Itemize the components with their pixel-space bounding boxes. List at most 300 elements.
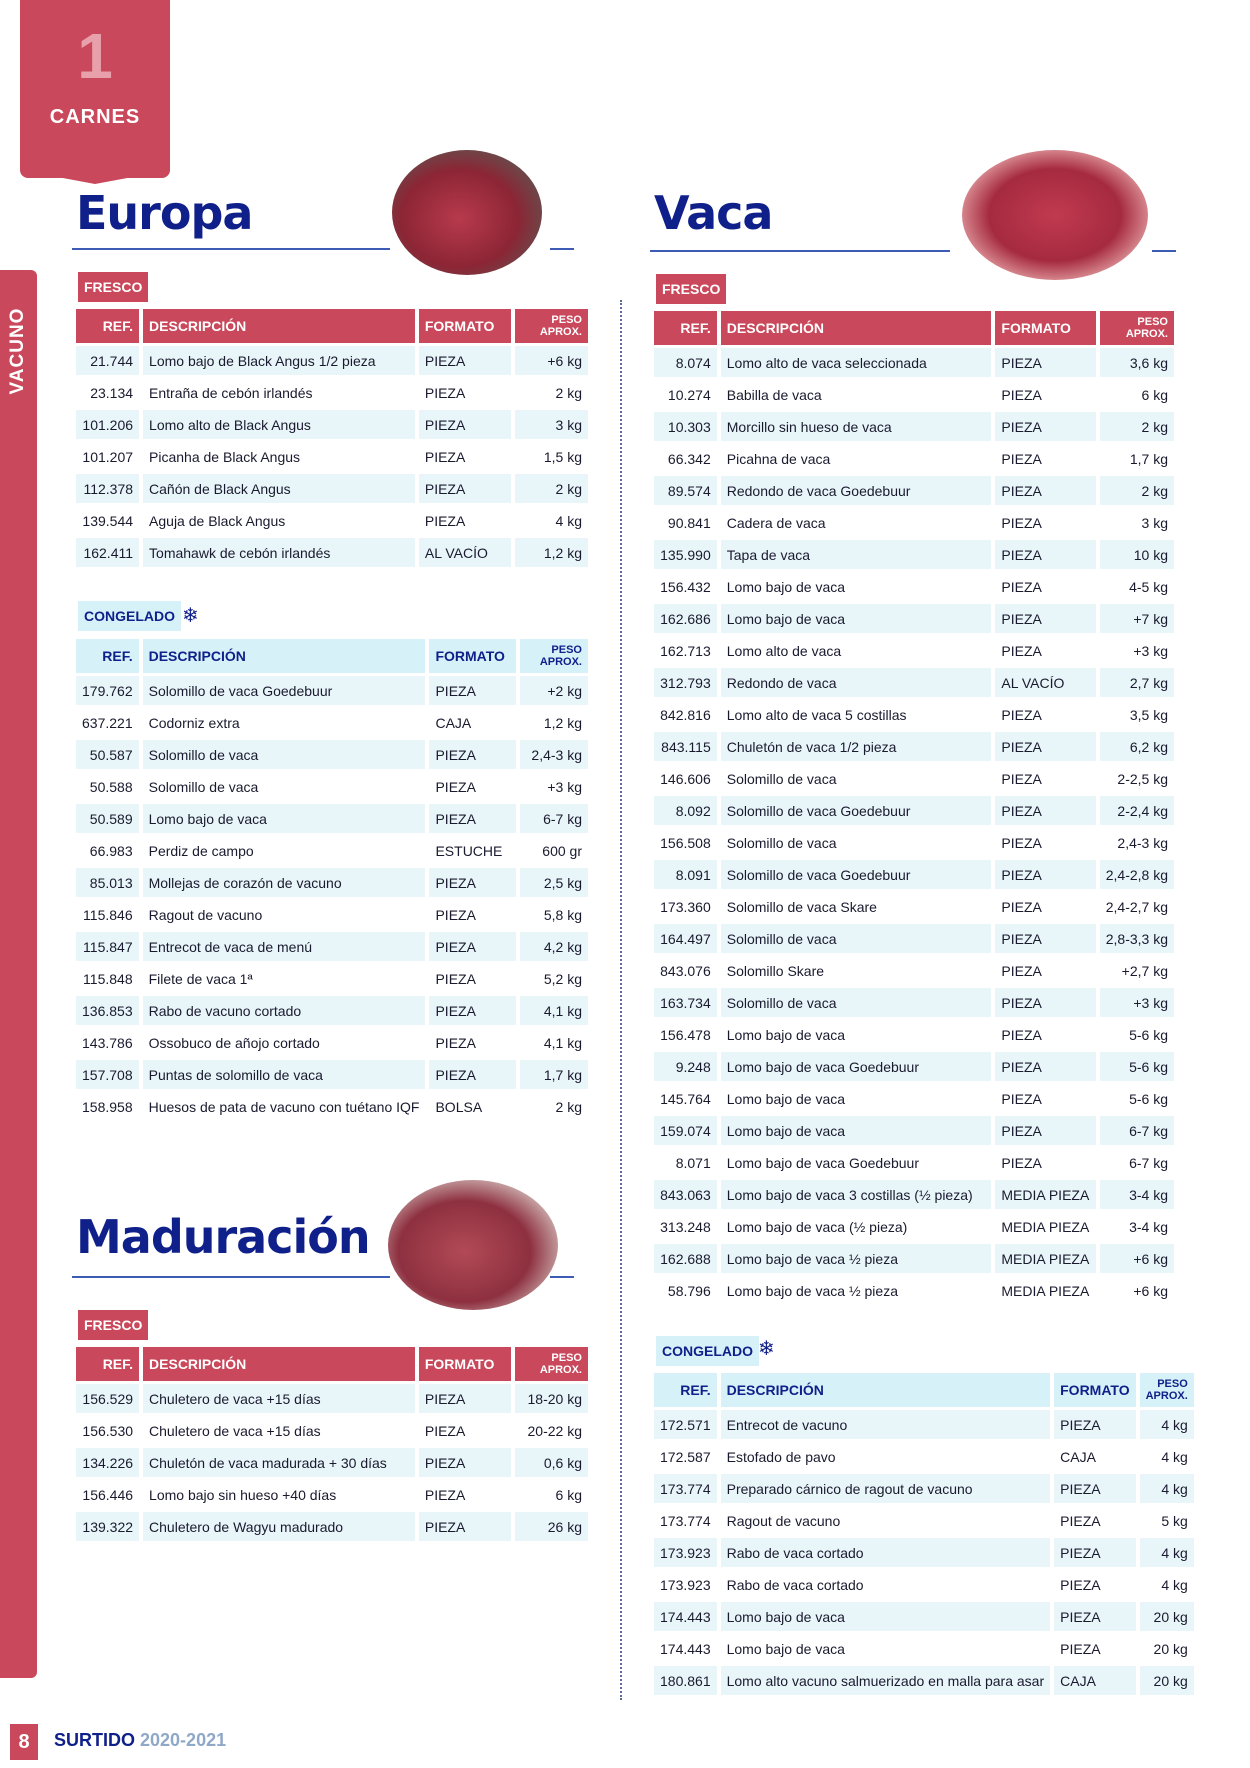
cell-ref: 174.443 <box>654 1634 717 1663</box>
cell-desc: Rabo de vaca cortado <box>721 1538 1051 1567</box>
cell-desc: Aguja de Black Angus <box>143 506 415 535</box>
cell-ref: 172.587 <box>654 1442 717 1471</box>
cell-peso: +2,7 kg <box>1100 956 1174 985</box>
table-row <box>76 804 588 833</box>
table-europa-congelado <box>72 636 592 1124</box>
chapter-label: CARNES <box>49 106 141 128</box>
table-row <box>654 796 1174 825</box>
cell-ref: 101.206 <box>76 410 139 439</box>
cell-ref: 139.544 <box>76 506 139 535</box>
cell-peso: 2 kg <box>515 474 588 503</box>
cell-ref: 173.923 <box>654 1538 717 1567</box>
cell-fmt: PIEZA <box>419 346 512 375</box>
col-peso: PESO APROX. <box>515 309 588 343</box>
section-title-vaca: Vaca <box>654 186 773 240</box>
cell-ref: 66.342 <box>654 444 717 473</box>
table-maduracion-fresco <box>72 1344 592 1544</box>
chapter-tab-tip <box>20 170 170 184</box>
cell-peso: 2,4-2,7 kg <box>1100 892 1174 921</box>
cell-fmt: CAJA <box>1054 1442 1135 1471</box>
cell-peso: 3-4 kg <box>1100 1212 1174 1241</box>
table-row <box>76 836 588 865</box>
cell-peso: 5,8 kg <box>520 900 588 929</box>
col-formato: FORMATO <box>1054 1373 1135 1407</box>
table-row <box>76 538 588 567</box>
cell-desc: Lomo bajo de vaca <box>721 1116 992 1145</box>
cell-ref: 23.134 <box>76 378 139 407</box>
table-row <box>76 1060 588 1089</box>
cell-ref: 134.226 <box>76 1448 139 1477</box>
table-row <box>76 442 588 471</box>
cell-fmt: ESTUCHE <box>429 836 516 865</box>
cell-fmt: PIEZA <box>1054 1474 1135 1503</box>
cell-ref: 159.074 <box>654 1116 717 1145</box>
cell-peso: 6 kg <box>1100 380 1174 409</box>
cell-ref: 139.322 <box>76 1512 139 1541</box>
cell-peso: 6-7 kg <box>1100 1116 1174 1145</box>
table-row <box>654 540 1174 569</box>
cell-peso: 5,2 kg <box>520 964 588 993</box>
cell-desc: Picanha de Black Angus <box>143 442 415 471</box>
table-row <box>654 1180 1174 1209</box>
cell-peso: 5 kg <box>1140 1506 1194 1535</box>
col-ref: REF. <box>654 311 717 345</box>
cell-desc: Solomillo de vaca <box>721 828 992 857</box>
cell-desc: Lomo bajo de vaca <box>143 804 426 833</box>
table-row <box>76 506 588 535</box>
cell-fmt: BOLSA <box>429 1092 516 1121</box>
table-row <box>654 892 1174 921</box>
cell-fmt: PIEZA <box>995 476 1095 505</box>
cell-desc: Ossobuco de añojo cortado <box>143 1028 426 1057</box>
table-row <box>654 1506 1194 1535</box>
cell-fmt: PIEZA <box>995 572 1095 601</box>
cell-fmt: PIEZA <box>429 932 516 961</box>
cell-fmt: MEDIA PIEZA <box>995 1212 1095 1241</box>
col-peso: PESO APROX. <box>520 639 588 673</box>
cell-peso: 4-5 kg <box>1100 572 1174 601</box>
cell-desc: Mollejas de corazón de vacuno <box>143 868 426 897</box>
cell-fmt: PIEZA <box>995 348 1095 377</box>
cell-fmt: PIEZA <box>1054 1506 1135 1535</box>
cell-peso: 3 kg <box>515 410 588 439</box>
cell-desc: Lomo bajo de vaca Goedebuur <box>721 1148 992 1177</box>
cell-fmt: PIEZA <box>995 1052 1095 1081</box>
cell-desc: Lomo bajo de vaca <box>721 572 992 601</box>
cell-fmt: PIEZA <box>995 636 1095 665</box>
sidebar-label: VACUNO <box>7 307 28 395</box>
cell-ref: 66.983 <box>76 836 139 865</box>
cell-desc: Solomillo de vaca Goedebuur <box>721 796 992 825</box>
cell-peso: 4 kg <box>1140 1410 1194 1439</box>
cell-ref: 115.846 <box>76 900 139 929</box>
cell-peso: 2 kg <box>515 378 588 407</box>
table-row <box>654 1084 1174 1113</box>
table-row <box>654 1276 1174 1305</box>
col-descripcion: DESCRIPCIÓN <box>143 309 415 343</box>
cell-fmt: PIEZA <box>419 506 512 535</box>
cell-peso: 2,4-3 kg <box>520 740 588 769</box>
table-row <box>76 474 588 503</box>
cell-peso: 2,5 kg <box>520 868 588 897</box>
cell-ref: 85.013 <box>76 868 139 897</box>
cell-fmt: PIEZA <box>419 474 512 503</box>
cell-peso: 6 kg <box>515 1480 588 1509</box>
table-row <box>654 1116 1174 1145</box>
cell-fmt: PIEZA <box>995 828 1095 857</box>
sidebar-strip <box>0 270 37 1678</box>
cell-desc: Lomo alto de vaca 5 costillas <box>721 700 992 729</box>
cell-fmt: PIEZA <box>419 1384 512 1413</box>
table-europa-fresco <box>72 306 592 570</box>
cell-desc: Tapa de vaca <box>721 540 992 569</box>
cell-fmt: MEDIA PIEZA <box>995 1276 1095 1305</box>
cell-desc: Lomo bajo de vaca Goedebuur <box>721 1052 992 1081</box>
table-row <box>654 1410 1194 1439</box>
cell-desc: Lomo bajo de vaca <box>721 1084 992 1113</box>
cell-ref: 115.848 <box>76 964 139 993</box>
cell-peso: 5-6 kg <box>1100 1084 1174 1113</box>
snowflake-icon: ❄ <box>758 1338 775 1360</box>
cell-ref: 180.861 <box>654 1666 717 1695</box>
table-vaca-fresco <box>650 308 1178 1308</box>
cell-ref: 162.686 <box>654 604 717 633</box>
beef-cut-image <box>962 150 1148 280</box>
cell-ref: 156.432 <box>654 572 717 601</box>
table-row <box>76 346 588 375</box>
table-vaca-congelado <box>650 1370 1198 1698</box>
cell-desc: Chuletero de vaca +15 días <box>143 1384 415 1413</box>
cell-desc: Chuletero de Wagyu madurado <box>143 1512 415 1541</box>
cell-desc: Solomillo de vaca <box>721 764 992 793</box>
cell-desc: Morcillo sin hueso de vaca <box>721 412 992 441</box>
cell-ref: 173.774 <box>654 1474 717 1503</box>
cell-desc: Lomo bajo de vaca (½ pieza) <box>721 1212 992 1241</box>
col-peso: PESO APROX. <box>515 1347 588 1381</box>
cell-peso: 3 kg <box>1100 508 1174 537</box>
cell-desc: Cañón de Black Angus <box>143 474 415 503</box>
cell-peso: 0,6 kg <box>515 1448 588 1477</box>
cell-ref: 179.762 <box>76 676 139 705</box>
cell-peso: +6 kg <box>1100 1276 1174 1305</box>
cell-peso: 4,1 kg <box>520 996 588 1025</box>
cell-ref: 145.764 <box>654 1084 717 1113</box>
col-formato: FORMATO <box>419 309 512 343</box>
cell-fmt: PIEZA <box>995 924 1095 953</box>
table-row <box>76 996 588 1025</box>
cell-ref: 101.207 <box>76 442 139 471</box>
table-row <box>76 410 588 439</box>
cell-peso: +7 kg <box>1100 604 1174 633</box>
cell-desc: Huesos de pata de vacuno con tuétano IQF <box>143 1092 426 1121</box>
cell-ref: 156.508 <box>654 828 717 857</box>
cell-ref: 58.796 <box>654 1276 717 1305</box>
section-rule-end <box>550 1276 574 1278</box>
cell-peso: +6 kg <box>515 346 588 375</box>
cell-peso: 2-2,5 kg <box>1100 764 1174 793</box>
cell-fmt: PIEZA <box>995 412 1095 441</box>
cell-peso: +3 kg <box>520 772 588 801</box>
cell-desc: Solomillo Skare <box>721 956 992 985</box>
cell-desc: Lomo bajo de Black Angus 1/2 pieza <box>143 346 415 375</box>
cell-peso: 5-6 kg <box>1100 1020 1174 1049</box>
cell-peso: 18-20 kg <box>515 1384 588 1413</box>
table-row <box>654 956 1174 985</box>
cell-fmt: PIEZA <box>419 442 512 471</box>
col-ref: REF. <box>76 1347 139 1381</box>
table-row <box>654 1538 1194 1567</box>
cell-desc: Solomillo de vaca <box>143 772 426 801</box>
table-row <box>76 1480 588 1509</box>
cell-fmt: PIEZA <box>419 1448 512 1477</box>
cell-desc: Puntas de solomillo de vaca <box>143 1060 426 1089</box>
cell-ref: 156.446 <box>76 1480 139 1509</box>
cell-fmt: PIEZA <box>995 764 1095 793</box>
table-row <box>654 828 1174 857</box>
cell-ref: 143.786 <box>76 1028 139 1057</box>
cell-ref: 8.074 <box>654 348 717 377</box>
cell-desc: Entrecot de vacuno <box>721 1410 1051 1439</box>
cell-desc: Babilla de vaca <box>721 380 992 409</box>
cell-fmt: PIEZA <box>429 804 516 833</box>
table-row <box>76 1448 588 1477</box>
cell-desc: Estofado de pavo <box>721 1442 1051 1471</box>
cell-desc: Solomillo de vaca Skare <box>721 892 992 921</box>
cell-peso: 1,7 kg <box>1100 444 1174 473</box>
cell-peso: 26 kg <box>515 1512 588 1541</box>
cell-peso: 4,1 kg <box>520 1028 588 1057</box>
cell-peso: 1,2 kg <box>520 708 588 737</box>
cell-fmt: MEDIA PIEZA <box>995 1244 1095 1273</box>
section-title-europa: Europa <box>76 186 253 240</box>
cell-ref: 173.774 <box>654 1506 717 1535</box>
cell-peso: 3-4 kg <box>1100 1180 1174 1209</box>
cell-fmt: PIEZA <box>1054 1634 1135 1663</box>
cell-desc: Lomo bajo de vaca 3 costillas (½ pieza) <box>721 1180 992 1209</box>
table-row <box>654 508 1174 537</box>
cell-ref: 136.853 <box>76 996 139 1025</box>
cell-peso: 2 kg <box>1100 476 1174 505</box>
cell-fmt: PIEZA <box>995 732 1095 761</box>
cell-peso: 10 kg <box>1100 540 1174 569</box>
cell-ref: 156.530 <box>76 1416 139 1445</box>
cell-ref: 8.092 <box>654 796 717 825</box>
cell-ref: 842.816 <box>654 700 717 729</box>
table-row <box>76 676 588 705</box>
cell-peso: 2,4-2,8 kg <box>1100 860 1174 889</box>
cell-fmt: PIEZA <box>995 860 1095 889</box>
badge-congelado: CONGELADO <box>656 1336 759 1366</box>
cell-peso: 4,2 kg <box>520 932 588 961</box>
cell-fmt: PIEZA <box>995 508 1095 537</box>
cell-peso: 4 kg <box>1140 1538 1194 1567</box>
cell-fmt: PIEZA <box>429 868 516 897</box>
cell-ref: 50.587 <box>76 740 139 769</box>
cell-peso: 4 kg <box>515 506 588 535</box>
cell-peso: 2-2,4 kg <box>1100 796 1174 825</box>
cell-fmt: AL VACÍO <box>419 538 512 567</box>
table-row <box>654 1148 1174 1177</box>
cell-desc: Tomahawk de cebón irlandés <box>143 538 415 567</box>
cell-ref: 146.606 <box>654 764 717 793</box>
table-row <box>654 1244 1174 1273</box>
cell-peso: 2,7 kg <box>1100 668 1174 697</box>
table-row <box>76 772 588 801</box>
cell-fmt: PIEZA <box>429 900 516 929</box>
section-rule-end <box>550 248 574 250</box>
cell-peso: 6,2 kg <box>1100 732 1174 761</box>
cell-ref: 50.589 <box>76 804 139 833</box>
cell-desc: Solomillo de vaca <box>143 740 426 769</box>
table-row <box>76 1512 588 1541</box>
cell-desc: Solomillo de vaca <box>721 988 992 1017</box>
cell-fmt: PIEZA <box>419 378 512 407</box>
cell-fmt: PIEZA <box>429 964 516 993</box>
table-row <box>654 412 1174 441</box>
col-peso: PESO APROX. <box>1140 1373 1194 1407</box>
cell-ref: 162.713 <box>654 636 717 665</box>
table-row <box>654 636 1174 665</box>
table-row <box>76 1384 588 1413</box>
cell-ref: 115.847 <box>76 932 139 961</box>
cell-fmt: PIEZA <box>1054 1538 1135 1567</box>
table-row <box>654 380 1174 409</box>
cell-ref: 843.063 <box>654 1180 717 1209</box>
col-descripcion: DESCRIPCIÓN <box>721 311 992 345</box>
col-formato: FORMATO <box>429 639 516 673</box>
cell-ref: 112.378 <box>76 474 139 503</box>
cell-desc: Lomo bajo de vaca <box>721 1602 1051 1631</box>
cell-desc: Lomo bajo sin hueso +40 días <box>143 1480 415 1509</box>
table-row <box>654 1474 1194 1503</box>
cell-peso: 3,6 kg <box>1100 348 1174 377</box>
col-descripcion: DESCRIPCIÓN <box>721 1373 1051 1407</box>
cell-desc: Lomo alto vacuno salmuerizado en malla para asar <box>721 1666 1051 1695</box>
cell-fmt: PIEZA <box>995 1148 1095 1177</box>
cell-ref: 158.958 <box>76 1092 139 1121</box>
cell-ref: 173.360 <box>654 892 717 921</box>
cell-peso: 6-7 kg <box>1100 1148 1174 1177</box>
cell-ref: 135.990 <box>654 540 717 569</box>
cell-desc: Lomo alto de vaca <box>721 636 992 665</box>
table-row <box>76 868 588 897</box>
section-rule-end <box>1152 250 1176 252</box>
aged-beef-image <box>388 1180 558 1310</box>
cell-peso: 6-7 kg <box>520 804 588 833</box>
cell-ref: 163.734 <box>654 988 717 1017</box>
cell-fmt: PIEZA <box>1054 1570 1135 1599</box>
cell-ref: 312.793 <box>654 668 717 697</box>
cell-fmt: PIEZA <box>995 956 1095 985</box>
badge-fresco: FRESCO <box>78 1310 148 1340</box>
snowflake-icon: ❄ <box>182 605 199 627</box>
cell-desc: Lomo bajo de vaca <box>721 1020 992 1049</box>
table-row <box>654 700 1174 729</box>
cell-desc: Lomo bajo de vaca ½ pieza <box>721 1244 992 1273</box>
cell-peso: 5-6 kg <box>1100 1052 1174 1081</box>
cell-peso: 4 kg <box>1140 1474 1194 1503</box>
cell-fmt: PIEZA <box>419 1416 512 1445</box>
cell-ref: 173.923 <box>654 1570 717 1599</box>
table-row <box>654 348 1174 377</box>
col-formato: FORMATO <box>995 311 1095 345</box>
cell-fmt: PIEZA <box>429 1060 516 1089</box>
cell-ref: 843.115 <box>654 732 717 761</box>
column-divider <box>620 300 622 1700</box>
cell-peso: 600 gr <box>520 836 588 865</box>
page-number: 8 <box>10 1724 38 1760</box>
badge-fresco: FRESCO <box>78 272 148 302</box>
table-row <box>76 378 588 407</box>
table-row <box>654 668 1174 697</box>
cell-fmt: PIEZA <box>419 1512 512 1541</box>
cell-fmt: CAJA <box>1054 1666 1135 1695</box>
cell-desc: Codorniz extra <box>143 708 426 737</box>
table-row <box>654 1212 1174 1241</box>
cell-fmt: CAJA <box>429 708 516 737</box>
cell-fmt: MEDIA PIEZA <box>995 1180 1095 1209</box>
table-row <box>76 708 588 737</box>
cell-ref: 21.744 <box>76 346 139 375</box>
cell-fmt: PIEZA <box>995 700 1095 729</box>
table-row <box>76 740 588 769</box>
cell-ref: 162.688 <box>654 1244 717 1273</box>
cell-desc: Ragout de vacuno <box>721 1506 1051 1535</box>
table-row <box>654 604 1174 633</box>
cell-peso: +3 kg <box>1100 636 1174 665</box>
cell-fmt: PIEZA <box>995 444 1095 473</box>
badge-fresco: FRESCO <box>656 274 726 304</box>
cell-desc: Lomo bajo de vaca <box>721 1634 1051 1663</box>
cell-fmt: PIEZA <box>995 796 1095 825</box>
cell-fmt: PIEZA <box>429 996 516 1025</box>
cell-desc: Perdiz de campo <box>143 836 426 865</box>
cell-ref: 157.708 <box>76 1060 139 1089</box>
col-descripcion: DESCRIPCIÓN <box>143 1347 415 1381</box>
cell-fmt: PIEZA <box>1054 1602 1135 1631</box>
cell-peso: 1,2 kg <box>515 538 588 567</box>
cell-ref: 162.411 <box>76 538 139 567</box>
cell-peso: 2,4-3 kg <box>1100 828 1174 857</box>
table-row <box>654 1602 1194 1631</box>
cell-ref: 89.574 <box>654 476 717 505</box>
badge-congelado: CONGELADO <box>78 601 181 631</box>
cell-fmt: AL VACÍO <box>995 668 1095 697</box>
cell-peso: 2 kg <box>520 1092 588 1121</box>
cell-fmt: PIEZA <box>429 1028 516 1057</box>
cell-fmt: PIEZA <box>995 380 1095 409</box>
cell-desc: Redondo de vaca <box>721 668 992 697</box>
table-row <box>654 924 1174 953</box>
cell-desc: Solomillo de vaca Goedebuur <box>143 676 426 705</box>
cell-peso: +3 kg <box>1100 988 1174 1017</box>
cell-desc: Solomillo de vaca Goedebuur <box>721 860 992 889</box>
ribs-image <box>392 150 542 275</box>
cell-ref: 174.443 <box>654 1602 717 1631</box>
cell-peso: 20 kg <box>1140 1602 1194 1631</box>
cell-ref: 172.571 <box>654 1410 717 1439</box>
cell-ref: 90.841 <box>654 508 717 537</box>
cell-fmt: PIEZA <box>995 540 1095 569</box>
cell-desc: Solomillo de vaca <box>721 924 992 953</box>
table-row <box>654 1020 1174 1049</box>
cell-ref: 637.221 <box>76 708 139 737</box>
table-row <box>76 964 588 993</box>
section-rule <box>72 1276 390 1278</box>
table-row <box>76 1416 588 1445</box>
cell-desc: Filete de vaca 1ª <box>143 964 426 993</box>
chapter-number: 1 <box>77 20 113 92</box>
